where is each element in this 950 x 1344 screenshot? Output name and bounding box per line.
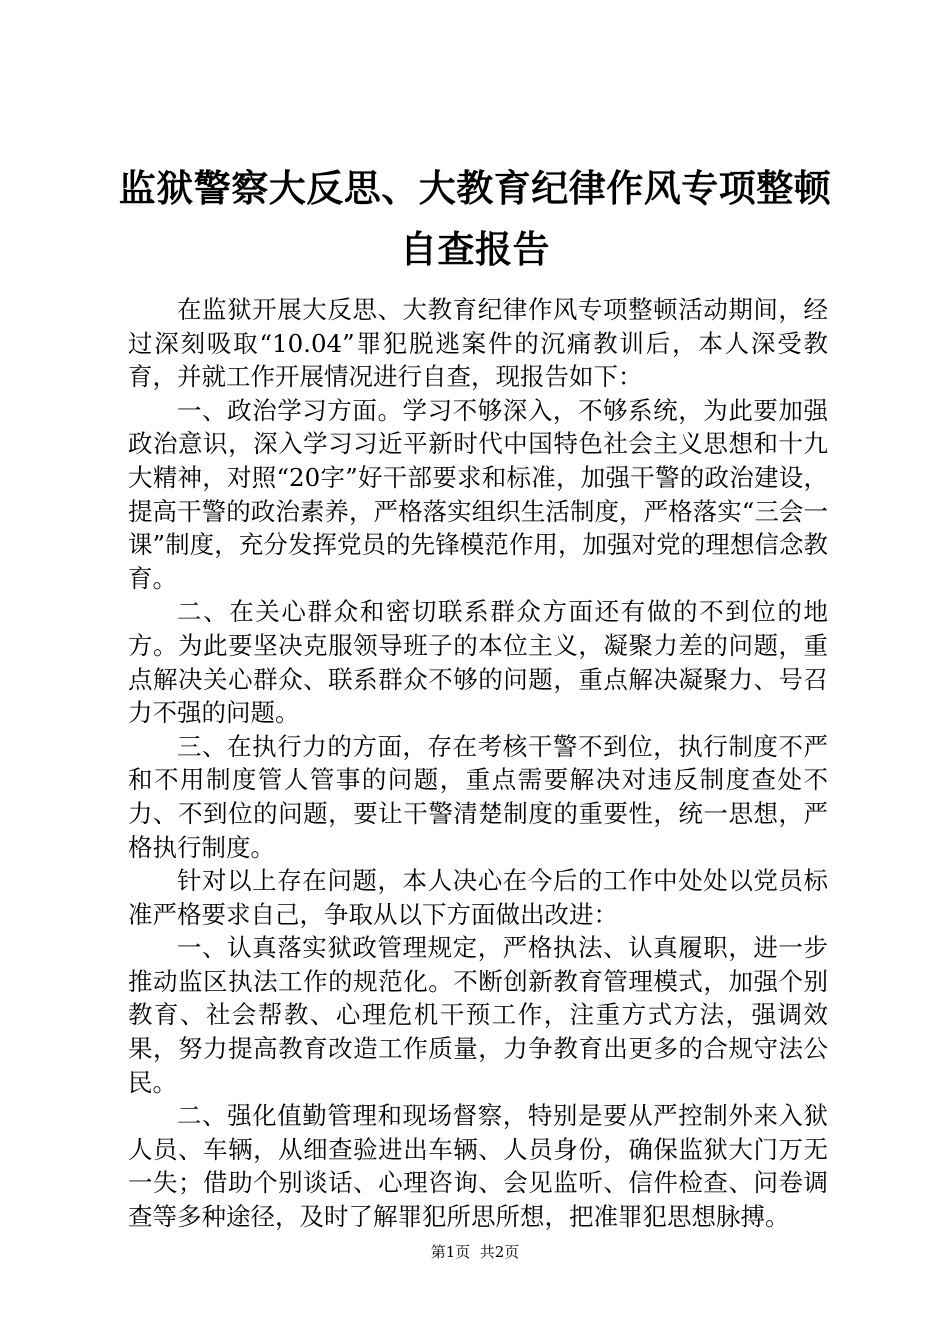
paragraph-improvement-two: 二、强化值勤管理和现场督察，特别是要从严控制外来入狱人员、车辆，从细查验进出车辆、人员身份，确保监狱大门万无一失；借助个别谈话、心理咨询、会见监听、信件检查、问卷调查等多种途径，及时了解罪犯所思所想，把准罪犯思想脉搏。 — [128, 1101, 828, 1232]
paragraph-execution: 三、在执行力的方面，存在考核干警不到位，执行制度不严和不用制度管人管事的问题，重点需要解决对违反制度查处不力、不到位的问题，要让干警清楚制度的重要性，统一思想，严格执行制度。 — [128, 731, 828, 862]
paragraph-mass-contact: 二、在关心群众和密切联系群众方面还有做的不到位的地方。为此要坚决克服领导班子的本位主义，凝聚力差的问题，重点解决关心群众、联系群众不够的问题，重点解决凝聚力、号召力不强的问题。 — [128, 597, 828, 728]
paragraph-improvement-one: 一、认真落实狱政管理规定，严格执法、认真履职，进一步推动监区执法工作的规范化。不断创新教育管理模式，加强个别教育、社会帮教、心理危机干预工作，注重方式方法，强调效果，努力提高教育改造工作质量，力争教育出更多的合规守法公民。 — [128, 933, 828, 1097]
document-title: 监狱警察大反思、大教育纪律作风专项整顿自查报告 — [118, 166, 832, 271]
document-body — [128, 293, 828, 1234]
paragraph-improvement-intro: 针对以上存在问题，本人决心在今后的工作中处处以党员标准严格要求自己，争取从以下方面做出改进： — [128, 866, 828, 929]
page-number-footer: 第1页 共2页 — [430, 1243, 520, 1261]
paragraph-intro: 在监狱开展大反思、大教育纪律作风专项整顿活动期间，经过深刻吸取“10.04”罪犯脱逃案件的沉痛教训后，本人深受教育，并就工作开展情况进行自查，现报告如下： — [128, 295, 828, 392]
paragraph-political-study: 一、政治学习方面。学习不够深入，不够系统，为此要加强政治意识，深入学习习近平新时代中国特色社会主义思想和十九大精神，对照“20字”好干部要求和标准，加强干警的政治建设，提高干警的政治素养，严格落实组织生活制度，严格落实“三会一课”制度，充分发挥党员的先锋模范作用，加强对党的理想信念教育。 — [128, 395, 828, 593]
